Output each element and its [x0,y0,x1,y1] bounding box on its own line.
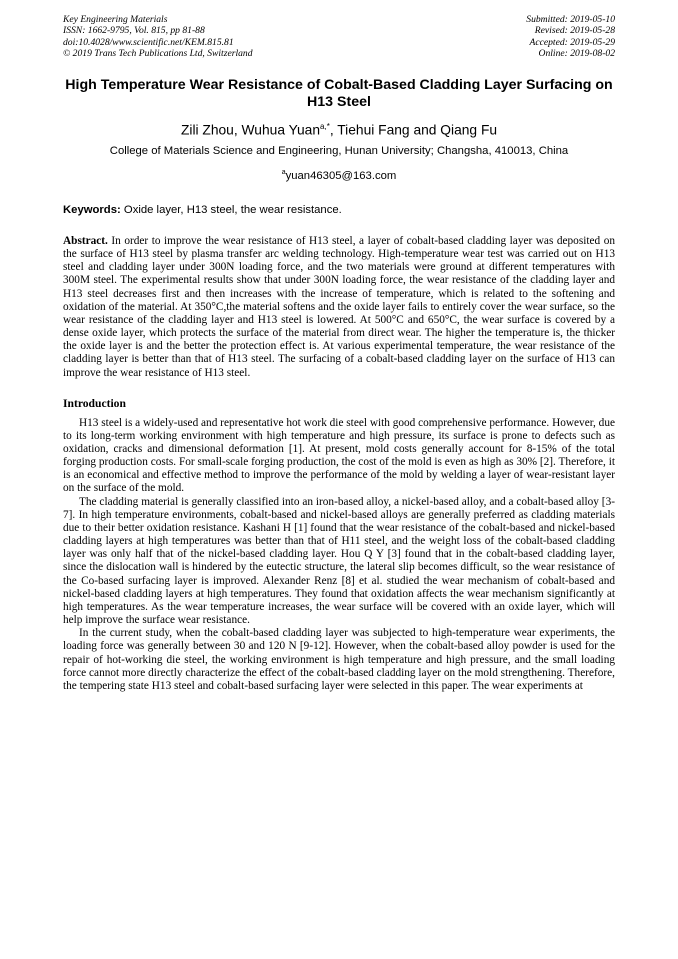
author-email [63,166,615,183]
author-affiliation-mark: a,* [320,121,330,131]
journal-header [63,14,615,60]
abstract-text: In order to improve the wear resistance of H13 steel, a layer of cobalt-based cladding layer was deposited on the surface of H13 steel by plasma transfer arc welding technology. High-temperature wear test was carried out on H13 steel and cladding layer under 300N loading force, and the two materials were ground at different temperatures with 300M steel. The experimental results show that under 300N loading force, the wear resistance of the cladding layer and H13 steel decreases first and then increases with the increase of temperature, which is related to the softening and oxidation of the material. At 350°C,the material softens and the oxide layer fails to entirely cover the wear surface, so the wear resistance of the cladding layer and H13 steel is lowered. At 500°C and 650°C, the wear surface is covered by a dense oxide layer, which protects the surface of the material from direct wear. The higher the temperature is, the thicker the oxide layer is and the better the protection effect is. At various experimental temperature, the wear resistance of the cladding layer is better than that of H13 steel. The surfacing of a cobalt-based cladding layer on the surface of H13 can improve the wear resistance of H13 steel. [63,234,615,379]
email-address[interactable]: yuan46305@163.com [285,169,397,182]
authors-before: Zili Zhou, Wuhua Yuan [180,122,321,138]
revised-date: Revised: 2019-05-28 [534,25,615,37]
keywords-text: Oxide layer, H13 steel, the wear resistance. [120,203,342,216]
authors-after: , Tiehui Fang and Qiang Fu [329,122,498,138]
doi-line[interactable]: doi:10.4028/www.scientific.net/KEM.815.81 [63,36,234,48]
affiliation: College of Materials Science and Engineering, Hunan University; Changsha, 410013, China [109,145,569,158]
intro-paragraph-1: H13 steel is a widely-used and representative hot work die steel with good comprehensive performance. However, due to its long-term working environment with high temperature and high pressure, its surface is prone to defects such as oxidation, cracks and dimensional deformation [1]. At present, mold costs generally account for 8-15% of the total forging production costs. For small-scale forging production, the cost of the mold is even as high as 30% [2]. Therefore, it is an economical and effective method to improve the performance of the mold by welding a layer of wear-resistant layer on the surface of the mold. [63,416,615,495]
keywords [63,203,615,217]
journal-name: Key Engineering Materials [63,14,168,25]
online-date: Online: 2019-08-02 [538,48,615,60]
intro-paragraph-2: The cladding material is generally classified into an iron-based alloy, a nickel-based alloy, and a cobalt-based alloy [3-7]. In high temperature environments, cobalt-based and nickel-based alloys are generally preferred as cladding materials due to their better oxidation resistance. Kashani H [1] found that the wear resistance of the cobalt-based and nickel-based cladding layers at high temperatures was better than that of H11 steel, and the weight loss of the cobalt-based cladding layer was only half that of the nickel-based cladding layer. Hou Q Y [3] found that in the cobalt-based cladding layer, since the dislocation wall is hindered by the eutectic structure, the lateral slip becomes difficult, so the wear resistance of the Co-based surfacing layer is improved. Alexander Renz [8] et al. studied the wear mechanism of cobalt-based and nickel-based cladding layers at high temperatures. They found that oxidation affects the wear mechanism significantly at high temperatures. As the wear temperature increases, the wear surface will be covered with an oxide layer, which will help improve the surface wear resistance. [63,495,615,627]
paper-title: High Temperature Wear Resistance of Cobalt-Based Cladding Layer Surfacing on H13 Steel [65,76,613,111]
email-mark: a [281,169,286,177]
author-list [63,118,615,139]
keywords-label: Keywords: [63,203,121,216]
abstract-label: Abstract. [63,234,108,247]
section-heading-introduction: Introduction [63,396,126,410]
paper-page [63,14,615,693]
accepted-date: Accepted: 2019-05-29 [529,36,615,48]
submitted-date: Submitted: 2019-05-10 [526,14,615,25]
intro-paragraph-3: In the current study, when the cobalt-based cladding layer was subjected to high-temperature wear experiments, the loading force was generally between 30 and 120 N [9-12]. However, when the cobalt-based alloy powder is used for the repair of hot-working die steel, the working environment is high temperature and high pressure, and the small loading force cannot more directly characterize the effect of the cobalt-based cladding layer on the mold strengthening. Therefore, the tempering state H13 steel and cobalt-based surfacing layer were selected in this paper. The wear experiments at [63,627,615,692]
submission-dates [526,14,615,60]
issn-line: ISSN: 1662-9795, Vol. 815, pp 81-88 [63,25,205,37]
copyright-line: © 2019 Trans Tech Publications Ltd, Switzerland [63,48,253,60]
abstract [63,235,615,380]
journal-info [63,14,253,60]
